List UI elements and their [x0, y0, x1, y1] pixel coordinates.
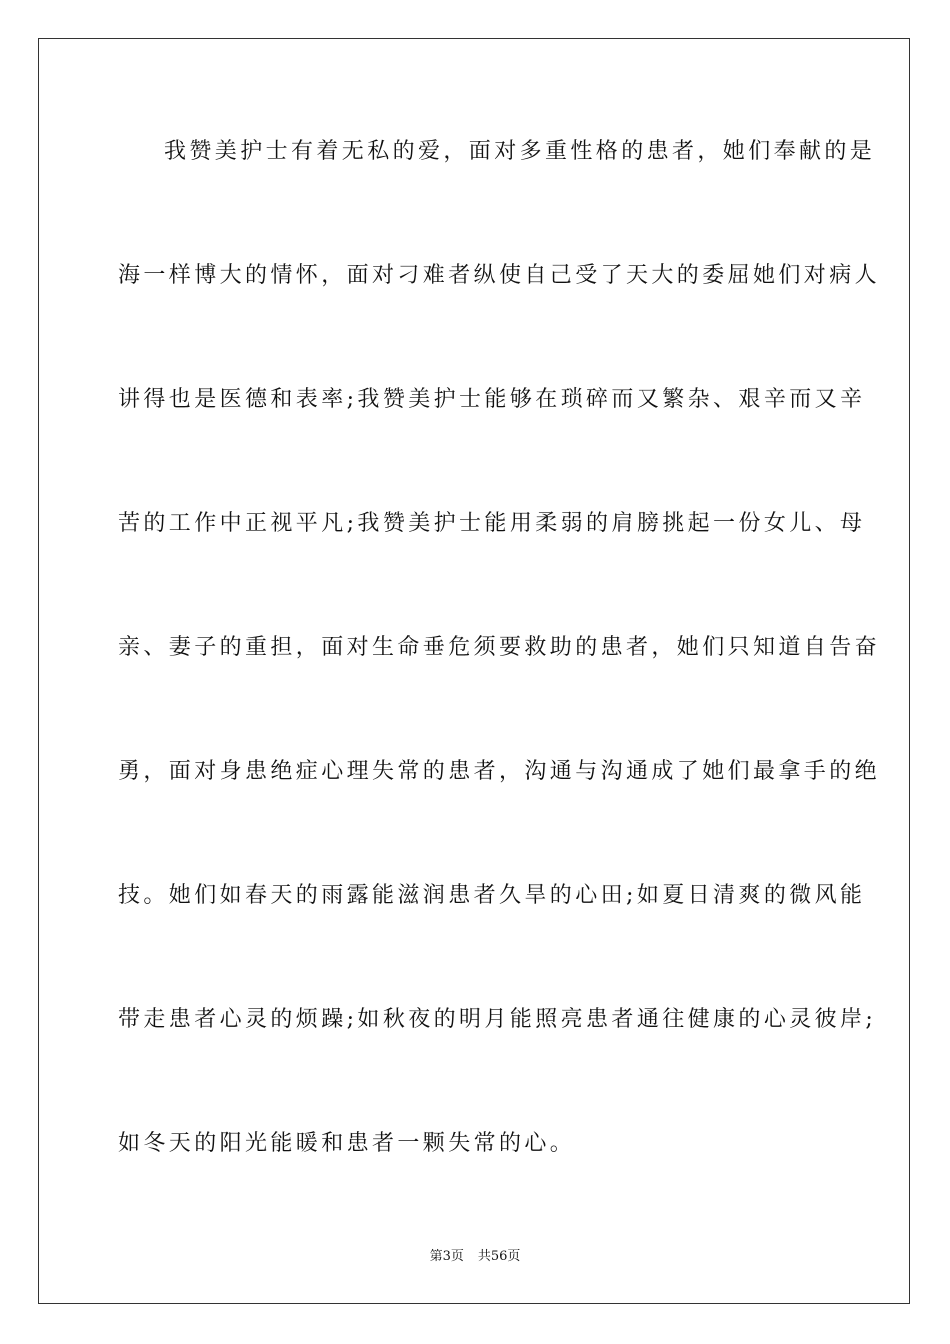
page-number: 第3页: [429, 1249, 464, 1264]
paragraph-line-9: 如冬天的阳光能暖和患者一颗失常的心。: [118, 1131, 576, 1156]
paragraph-line-1: 我赞美护士有着无私的爱，面对多重性格的患者，她们奉献的是: [164, 139, 876, 164]
paragraph-line-7: 技。她们如春天的雨露能滋润患者久旱的心田;如夏日清爽的微风能: [118, 883, 866, 908]
paragraph-line-5: 亲、妻子的重担，面对生命垂危须要救助的患者，她们只知道自告奋: [118, 635, 881, 660]
paragraph-line-4: 苦的工作中正视平凡;我赞美护士能用柔弱的肩膀挑起一份女儿、母: [118, 511, 866, 536]
total-pages: 共56页: [477, 1249, 521, 1264]
page-border: [38, 38, 910, 1304]
paragraph-line-6: 勇，面对身患绝症心理失常的患者，沟通与沟通成了她们最拿手的绝: [118, 759, 881, 784]
paragraph-line-8: 带走患者心灵的烦躁;如秋夜的明月能照亮患者通往健康的心灵彼岸;: [118, 1007, 877, 1032]
page-footer: [0, 1248, 950, 1266]
paragraph-line-3: 讲得也是医德和表率;我赞美护士能够在琐碎而又繁杂、艰辛而又辛: [118, 387, 866, 412]
paragraph-line-2: 海一样博大的情怀，面对刁难者纵使自己受了天大的委屈她们对病人: [118, 263, 881, 288]
